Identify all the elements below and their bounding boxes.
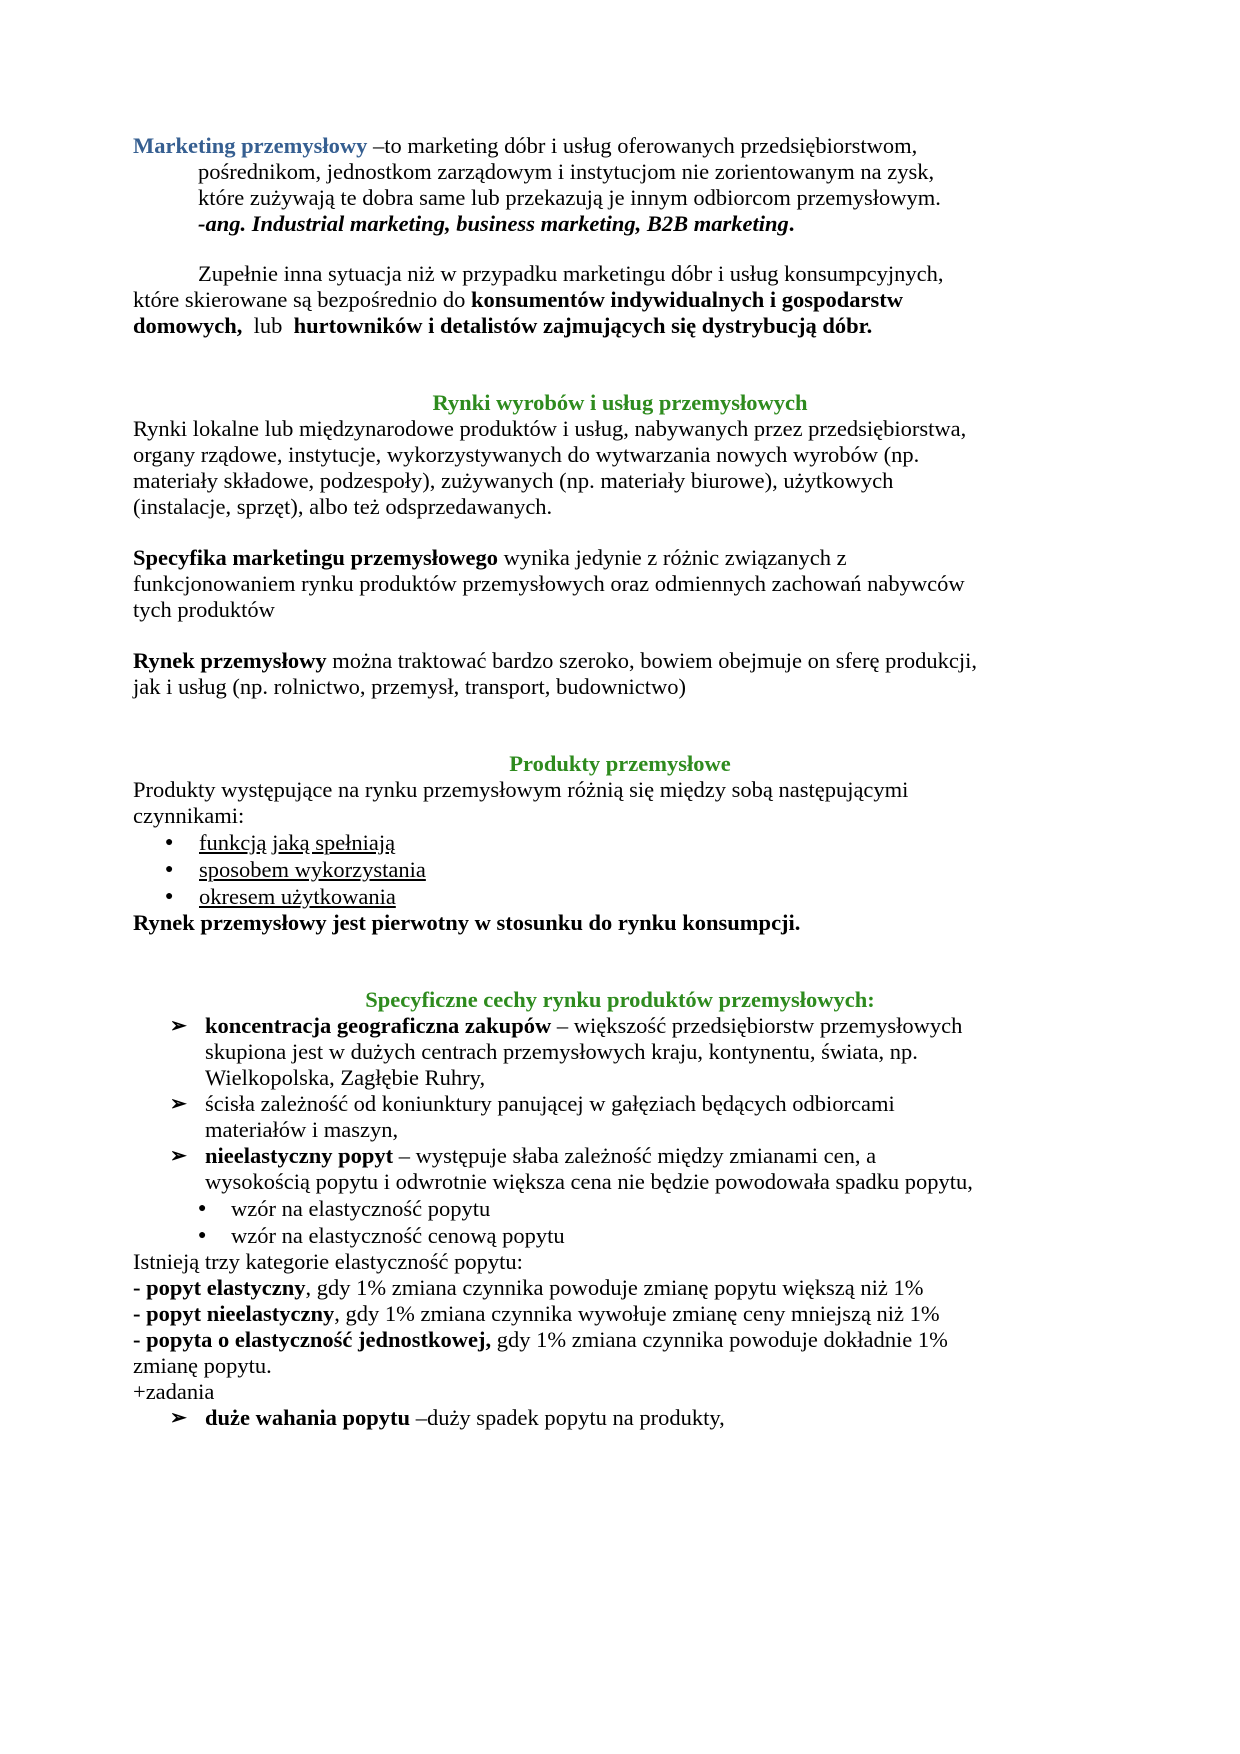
products-conclusion: Rynek przemysłowy jest pierwotny w stosunku do rynku konsumpcji.	[133, 910, 801, 935]
feature-3-line-1: nieelastyczny popyt – występuje słaba zależność między zmianami cen, a	[205, 1143, 877, 1168]
products-line-2: czynnikami:	[133, 803, 245, 828]
heading-features: Specyficzne cechy rynku produktów przemysłowych:	[365, 987, 875, 1012]
contrast-line-1: Zupełnie inna sytuacja niż w przypadku marketingu dóbr i usług konsumpcyjnych,	[198, 261, 944, 286]
specifics-line-3: tych produktów	[133, 597, 275, 622]
bullet-icon: ●	[165, 889, 174, 904]
heading-markets: Rynki wyrobów i usług przemysłowych	[432, 390, 808, 415]
intro-line-1: Marketing przemysłowy –to marketing dóbr i usług oferowanych przedsiębiorstwom,	[133, 133, 918, 158]
arrow-bullet-icon: ➢	[170, 1407, 187, 1429]
heading-products: Produkty przemysłowe	[509, 751, 731, 776]
markets-line-4: (instalacje, sprzęt), albo też odsprzedawanych.	[133, 494, 553, 519]
bullet-icon: ●	[198, 1201, 207, 1216]
feature-3-line-2: wysokością popytu i odwrotnie większa cena nie będzie powodowała spadku popytu,	[205, 1169, 973, 1194]
categories-intro: Istnieją trzy kategorie elastyczność popytu:	[133, 1249, 523, 1274]
arrow-bullet-icon: ➢	[170, 1145, 187, 1167]
market-line-1: Rynek przemysłowy można traktować bardzo szeroko, bowiem obejmuje on sferę produkcji,	[133, 648, 977, 673]
feature-1-line-1: koncentracja geograficzna zakupów – większość przedsiębiorstw przemysłowych	[205, 1013, 963, 1038]
products-bullet-3: okresem użytkowania	[199, 884, 396, 909]
category-2: - popyt nieelastyczny, gdy 1% zmiana czynnika wywołuje zmianę ceny mniejszą niż 1%	[133, 1301, 940, 1326]
markets-line-3: materiały składowe, podzespoły), zużywanych (np. materiały biurowe), użytkowych	[133, 468, 894, 493]
category-1: - popyt elastyczny, gdy 1% zmiana czynnika powoduje zmianę popytu większą niż 1%	[133, 1275, 924, 1300]
contrast-line-3: domowych, lub hurtowników i detalistów zajmujących się dystrybucją dóbr.	[133, 313, 873, 338]
products-line-1: Produkty występujące na rynku przemysłowym różnią się między sobą następującymi	[133, 777, 909, 802]
market-line-2: jak i usług (np. rolnictwo, przemysł, transport, budownictwo)	[133, 674, 687, 699]
intro-english: -ang. Industrial marketing, business marketing, B2B marketing.	[198, 211, 795, 236]
category-3-line-2: zmianę popytu.	[133, 1353, 272, 1378]
intro-line-2: pośrednikom, jednostkom zarządowym i instytucjom nie zorientowanym na zysk,	[198, 159, 935, 184]
sub-bullet-2: wzór na elastyczność cenową popytu	[231, 1223, 565, 1248]
sub-bullet-1: wzór na elastyczność popytu	[231, 1196, 491, 1221]
feature-1-line-3: Wielkopolska, Zagłębie Ruhry,	[205, 1065, 486, 1090]
tasks-note: +zadania	[133, 1379, 215, 1404]
markets-line-2: organy rządowe, instytucje, wykorzystywanych do wytwarzania nowych wyrobów (np.	[133, 442, 920, 467]
products-bullet-2: sposobem wykorzystania	[199, 857, 426, 882]
bullet-icon: ●	[165, 862, 174, 877]
feature-1-line-2: skupiona jest w dużych centrach przemysłowych kraju, kontynentu, świata, np.	[205, 1039, 918, 1064]
intro-line-3: które zużywają te dobra same lub przekazują je innym odbiorcom przemysłowym.	[198, 185, 941, 210]
bullet-icon: ●	[165, 835, 174, 850]
contrast-line-2: które skierowane są bezpośrednio do konsumentów indywidualnych i gospodarstw	[133, 287, 904, 312]
intro-term: Marketing przemysłowy	[133, 133, 368, 158]
markets-line-1: Rynki lokalne lub międzynarodowe produktów i usług, nabywanych przez przedsiębiorstwa,	[133, 416, 967, 441]
category-3: - popyta o elastyczność jednostkowej, gdy 1% zmiana czynnika powoduje dokładnie 1%	[133, 1327, 948, 1352]
specifics-line-1: Specyfika marketingu przemysłowego wynika jedynie z różnic związanych z	[133, 545, 847, 570]
feature-4-line-1: duże wahania popytu –duży spadek popytu na produkty,	[205, 1405, 725, 1430]
feature-2-line-1: ścisła zależność od koniunktury panującej w gałęziach będących odbiorcami	[205, 1091, 895, 1116]
arrow-bullet-icon: ➢	[170, 1015, 187, 1037]
feature-2-line-2: materiałów i maszyn,	[205, 1117, 399, 1142]
arrow-bullet-icon: ➢	[170, 1093, 187, 1115]
products-bullet-1: funkcją jaką spełniają	[199, 830, 396, 855]
bullet-icon: ●	[198, 1228, 207, 1243]
specifics-line-2: funkcjonowaniem rynku produktów przemysłowych oraz odmiennych zachowań nabywców	[133, 571, 965, 596]
